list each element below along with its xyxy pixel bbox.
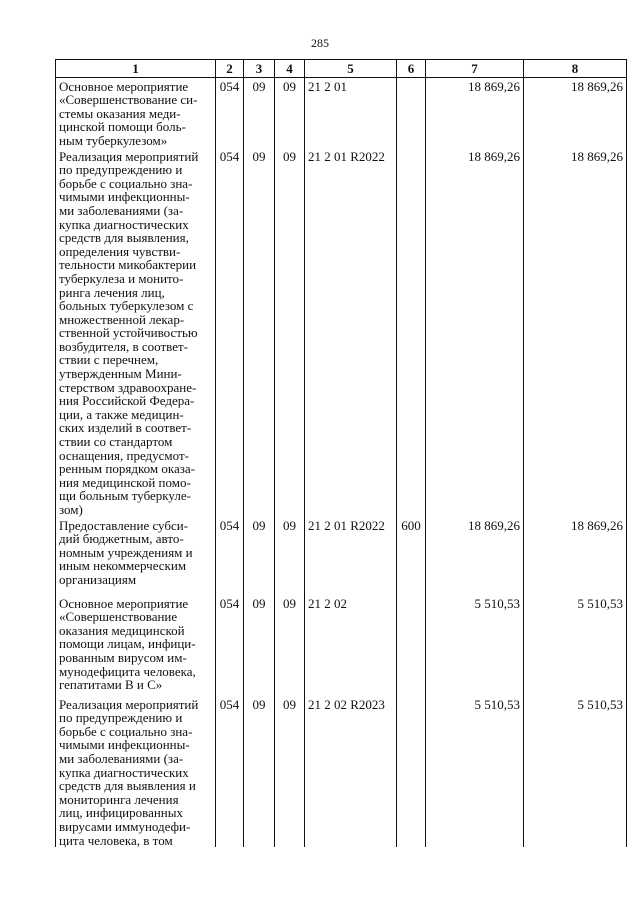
column-header: 3 — [244, 60, 275, 78]
description-cell: Реализация мероприятий по предупреждению и борьбе с социально зна- чимыми инфекционны- ми заболеваниями (за- купка диагностических средств для выявления и мониторинга лечения лиц, инфицированных вирусами иммунодефи- цита человека, в том — [56, 696, 216, 848]
table-row — [56, 77, 627, 147]
table-header-row — [56, 60, 627, 78]
amount-col7-cell: 5 510,53 — [426, 696, 524, 848]
description-cell: Основное мероприятие «Совершенствование си- стемы оказания меди- цинской помощи боль- ным туберкулезом» — [56, 77, 216, 147]
ministry-code-cell: 054 — [216, 517, 244, 595]
amount-col8-cell: 18 869,26 — [524, 517, 627, 595]
column-header: 8 — [524, 60, 627, 78]
expense-type-cell: 600 — [397, 517, 426, 595]
section-cell: 09 — [244, 696, 275, 848]
description-cell: Предоставление субси- дий бюджетным, авто- номным учреждениям и иным некоммерческим организациям — [56, 517, 216, 595]
ministry-code-cell: 054 — [216, 148, 244, 517]
budget-table — [55, 59, 627, 847]
amount-col7-cell: 18 869,26 — [426, 148, 524, 517]
subsection-cell: 09 — [275, 77, 305, 147]
section-cell: 09 — [244, 148, 275, 517]
target-article-cell: 21 2 01 R2022 — [305, 517, 397, 595]
column-header: 1 — [56, 60, 216, 78]
description-cell: Основное мероприятие «Совершенствование оказания медицинской помощи лицам, инфици- рованным вирусом им- мунодефицита человека, гепатитами B и C» — [56, 595, 216, 696]
amount-col7-cell: 18 869,26 — [426, 77, 524, 147]
subsection-cell: 09 — [275, 517, 305, 595]
section-cell: 09 — [244, 595, 275, 696]
column-header: 2 — [216, 60, 244, 78]
table-row — [56, 148, 627, 517]
column-header: 6 — [397, 60, 426, 78]
amount-col8-cell: 5 510,53 — [524, 595, 627, 696]
section-cell: 09 — [244, 77, 275, 147]
table-row — [56, 595, 627, 696]
ministry-code-cell: 054 — [216, 595, 244, 696]
expense-type-cell — [397, 148, 426, 517]
amount-col8-cell: 18 869,26 — [524, 148, 627, 517]
subsection-cell: 09 — [275, 148, 305, 517]
target-article-cell: 21 2 01 R2022 — [305, 148, 397, 517]
column-header: 7 — [426, 60, 524, 78]
ministry-code-cell: 054 — [216, 696, 244, 848]
ministry-code-cell: 054 — [216, 77, 244, 147]
table-row — [56, 517, 627, 595]
amount-col7-cell: 5 510,53 — [426, 595, 524, 696]
expense-type-cell — [397, 77, 426, 147]
target-article-cell: 21 2 01 — [305, 77, 397, 147]
amount-col7-cell: 18 869,26 — [426, 517, 524, 595]
section-cell: 09 — [244, 517, 275, 595]
table-row — [56, 696, 627, 848]
expense-type-cell — [397, 595, 426, 696]
page-number: 285 — [311, 36, 329, 50]
subsection-cell: 09 — [275, 696, 305, 848]
amount-col8-cell: 18 869,26 — [524, 77, 627, 147]
amount-col8-cell: 5 510,53 — [524, 696, 627, 848]
expense-type-cell — [397, 696, 426, 848]
target-article-cell: 21 2 02 R2023 — [305, 696, 397, 848]
column-header: 4 — [275, 60, 305, 78]
target-article-cell: 21 2 02 — [305, 595, 397, 696]
description-cell: Реализация мероприятий по предупреждению и борьбе с социально зна- чимыми инфекционны- ми заболеваниями (за- купка диагностических средств для выявления, определения чувстви- тельности микобактерии туберкулеза и монито- ринга лечения лиц, больных туберкулезом с множественной лекар- ственной устойчивостью возбудителя, в соответ- ствии с перечнем, утвержденным Мини- стерством здравоохране- ния Российской Федера- ции, а также медицин- ских изделий в соответ- ствии со стандартом оснащения, предусмот- ренным порядком оказа- ния медицинской помо- щи больным туберкуле- зом) — [56, 148, 216, 517]
column-header: 5 — [305, 60, 397, 78]
subsection-cell: 09 — [275, 595, 305, 696]
